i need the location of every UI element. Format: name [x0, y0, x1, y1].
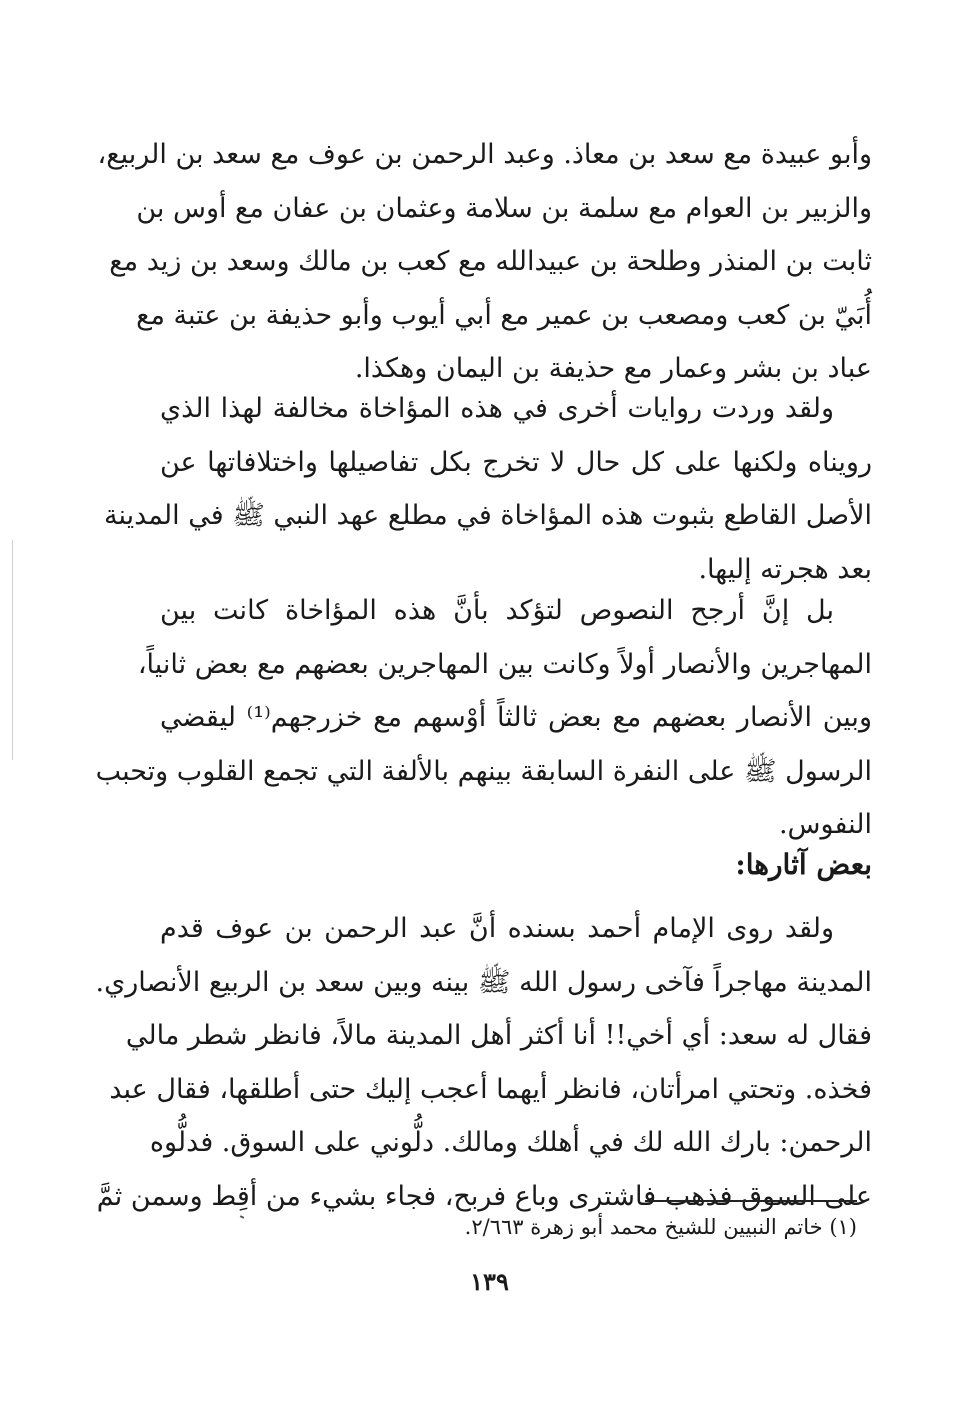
paragraph-line: رويناه ولكنها على كل حال لا تخرج بكل تفاصيلها واختلافاتها عن [160, 446, 872, 478]
paragraph-line: وأبو عبيدة مع سعد بن معاذ. وعبد الرحمن بن عوف مع سعد بن الربيع، [97, 139, 872, 170]
paragraph-line: الأصل القاطع بثبوت هذه المؤاخاة في مطلع عهد النبي ﷺ في المدينة [104, 500, 872, 531]
scan-edge-mark [12, 540, 13, 760]
paragraph-line: ولقد وردت روايات أخرى في هذه المؤاخاة مخالفة لهذا الذي [160, 393, 834, 424]
footnote-separator [645, 1200, 857, 1202]
paragraph-line: على السوق فذهب فاشترى وباع فربح، فجاء بشيء من أقِط وسمن ثمَّ [96, 1180, 872, 1212]
paragraph-line: فخذه. وتحتي امرأتان، فانظر أيهما أعجب إليك حتى أطلقها، فقال عبد [109, 1073, 872, 1105]
paragraph-line: بعد هجرته إليها. [698, 553, 872, 585]
paragraph-line: وبين الأنصار بعضهم مع بعض ثالثاً أوْسهم مع خزرجهم⁽¹⁾ ليقضي [160, 702, 872, 733]
paragraph-line: عباد بن بشر وعمار مع حذيفة بن اليمان وهكذا. [354, 353, 872, 384]
section-heading: بعض آثارها: [735, 848, 872, 881]
paragraph-2 [104, 382, 872, 596]
paragraph-line: ولقد روى الإمام أحمد بسنده أنَّ عبد الرحمن بن عوف قدم [160, 913, 834, 944]
paragraph-line: أُبَيّ بن كعب ومصعب بن عمير مع أبي أيوب وأبو حذيفة بن عتبة مع [136, 299, 872, 331]
paragraph-line: النفوس. [778, 809, 872, 840]
paragraph-line: الرحمن: بارك الله لك في أهلك ومالك. دلُّوني على السوق. فدلُّوه [149, 1127, 872, 1158]
paragraph-line: والزبير بن العوام مع سلمة بن سلامة وعثمان بن عفان مع أوس بن [136, 192, 872, 224]
paragraph-line: المهاجرين والأنصار أولاً وكانت بين المهاجرين بعضهم مع بعض ثانياً، [137, 648, 872, 680]
page-number: ١٣٩ [470, 1267, 509, 1296]
paragraph-line: الرسول ﷺ على النفرة السابقة بينهم بالألفة التي تجمع القلوب وتحبب [95, 755, 872, 787]
paragraph-1 [97, 128, 872, 396]
paragraph-line: المدينة مهاجراً فآخى رسول الله ﷺ بينه وبين سعد بن الربيع الأنصاري. [95, 966, 872, 998]
paragraph-line: ثابت بن المنذر وطلحة بن عبيدالله مع كعب بن مالك وسعد بن زيد مع [109, 246, 872, 277]
paragraph-4 [95, 902, 872, 1223]
footnote: (١) خاتم النبيين للشيخ محمد أبو زهرة ٢/٦٦٣. [464, 1215, 857, 1239]
paragraph-3 [95, 584, 872, 852]
paragraph-line: فقال له سعد: أي أخي!! أنا أكثر أهل المدينة مالاً، فانظر شطر مالي [125, 1020, 872, 1051]
paragraph-line: بل إنَّ أرجح النصوص لتؤكد بأنَّ هذه المؤاخاة كانت بين [160, 595, 834, 626]
